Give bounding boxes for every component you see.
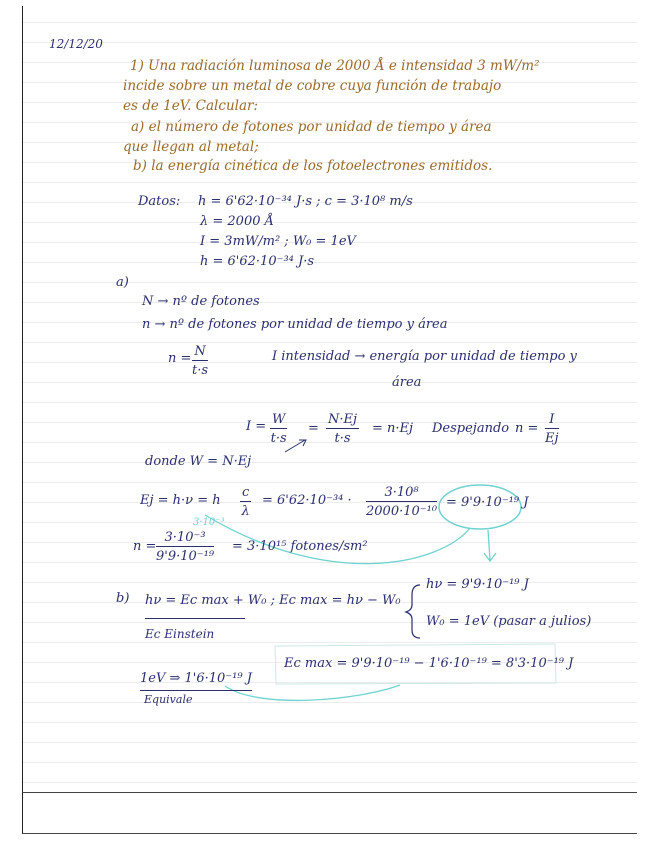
part-b-label: b): [116, 591, 130, 606]
datos-h2: h = 6'62·10⁻³⁴ J·s: [200, 254, 315, 269]
conversion: 1eV ⇒ 1'6·10⁻¹⁹ J: [140, 671, 252, 686]
equals-2: =: [308, 421, 319, 436]
problem-part-a-1: a) el número de fotones por unidad de tiempo y área: [131, 119, 492, 135]
problem-line-3: es de 1eV. Calcular:: [123, 98, 258, 114]
fraction-den: t·s: [192, 363, 209, 378]
fraction-c-lambda: [240, 486, 251, 518]
problem-part-b: b) la energía cinética de los fotoelectrones emitidos.: [133, 158, 493, 174]
ej-lhs: Ej = h·ν = h: [140, 493, 221, 508]
conversion-label: Equivale: [144, 693, 193, 706]
brace-b: [406, 585, 420, 638]
fraction-den: λ: [241, 504, 250, 519]
n-eq: n =: [168, 351, 192, 366]
fraction-den: t·s: [334, 431, 351, 446]
down-arrow-1: [484, 530, 496, 561]
fraction-n-result: [156, 531, 214, 563]
w0-value: W₀ = 1eV (pasar a julios): [426, 614, 592, 629]
fraction-num: 3·10⁻³: [156, 531, 214, 547]
fraction-num: N: [192, 345, 208, 361]
I-definition-1: I intensidad → energía por unidad de tiempo y: [272, 349, 577, 364]
fraction-den: 2000·10⁻¹⁰: [366, 504, 438, 519]
curved-arrow-2: [225, 685, 400, 700]
hv-value: hν = 9'9·10⁻¹⁹ J: [426, 577, 529, 592]
fraction-N-ts: [192, 345, 208, 377]
n-annotation: 3·10⁻³: [193, 517, 225, 528]
equals-nEj: = n·Ej: [372, 421, 414, 436]
fraction-I-Ej: [545, 413, 559, 445]
n-result: = 3·10¹⁵ fotones/sm²: [232, 539, 368, 554]
problem-line-2: incide sobre un metal de cobre cuya función de trabajo: [123, 78, 502, 94]
datos-lambda: λ = 2000 Å: [200, 214, 275, 229]
fraction-den: Ej: [545, 431, 559, 446]
fraction-num: N·Ej: [328, 412, 358, 427]
datos-I-W0: I = 3mW/m² ; W₀ = 1eV: [200, 234, 356, 249]
donde: donde W = N·Ej: [145, 454, 252, 469]
fraction-W-ts: [270, 413, 287, 445]
fraction-num: 3·10⁸: [366, 486, 437, 502]
fraction-den: t·s: [270, 431, 287, 446]
arrow-I-to-ts: [285, 440, 306, 452]
I-eq: I =: [246, 419, 267, 434]
despejando: Despejando: [432, 421, 510, 436]
fraction-c-lambda-values: [366, 486, 437, 518]
fraction-NEj-ts: [326, 413, 359, 445]
problem-part-a-2: que llegan al metal;: [123, 139, 259, 155]
def-n: n → nº de fotones por unidad de tiempo y área: [142, 317, 448, 332]
conversion-underline: [140, 690, 252, 691]
I-definition-2: área: [392, 375, 422, 390]
ej-result: = 9'9·10⁻¹⁹ J: [446, 495, 529, 510]
ej-mid: = 6'62·10⁻³⁴ ·: [262, 493, 352, 508]
def-N: N → nº de fotones: [142, 294, 260, 309]
fraction-num: W: [272, 412, 286, 427]
datos-label: Datos:: [138, 194, 181, 209]
einstein-label: Ec Einstein: [145, 627, 215, 641]
problem-line-1: 1) Una radiación luminosa de 2000 Å e intensidad 3 mW/m²: [130, 58, 540, 74]
b-equation: hν = Ec max + W₀ ; Ec max = hν − W₀: [145, 593, 401, 608]
fraction-num: I: [545, 413, 559, 429]
n-result-lhs: n =: [133, 539, 157, 554]
ecmax-result: Ec max = 9'9·10⁻¹⁹ − 1'6·10⁻¹⁹ = 8'3·10⁻¹⁹ J: [284, 656, 574, 671]
fraction-den: 9'9·10⁻¹⁹: [156, 549, 215, 564]
date: 12/12/20: [49, 37, 103, 51]
desp-eq: n =: [515, 421, 539, 436]
fraction-num: c: [242, 485, 250, 500]
einstein-underline: [145, 618, 245, 619]
part-a-label: a): [116, 275, 129, 290]
datos-h-c: h = 6'62·10⁻³⁴ J·s ; c = 3·10⁸ m/s: [198, 194, 413, 209]
